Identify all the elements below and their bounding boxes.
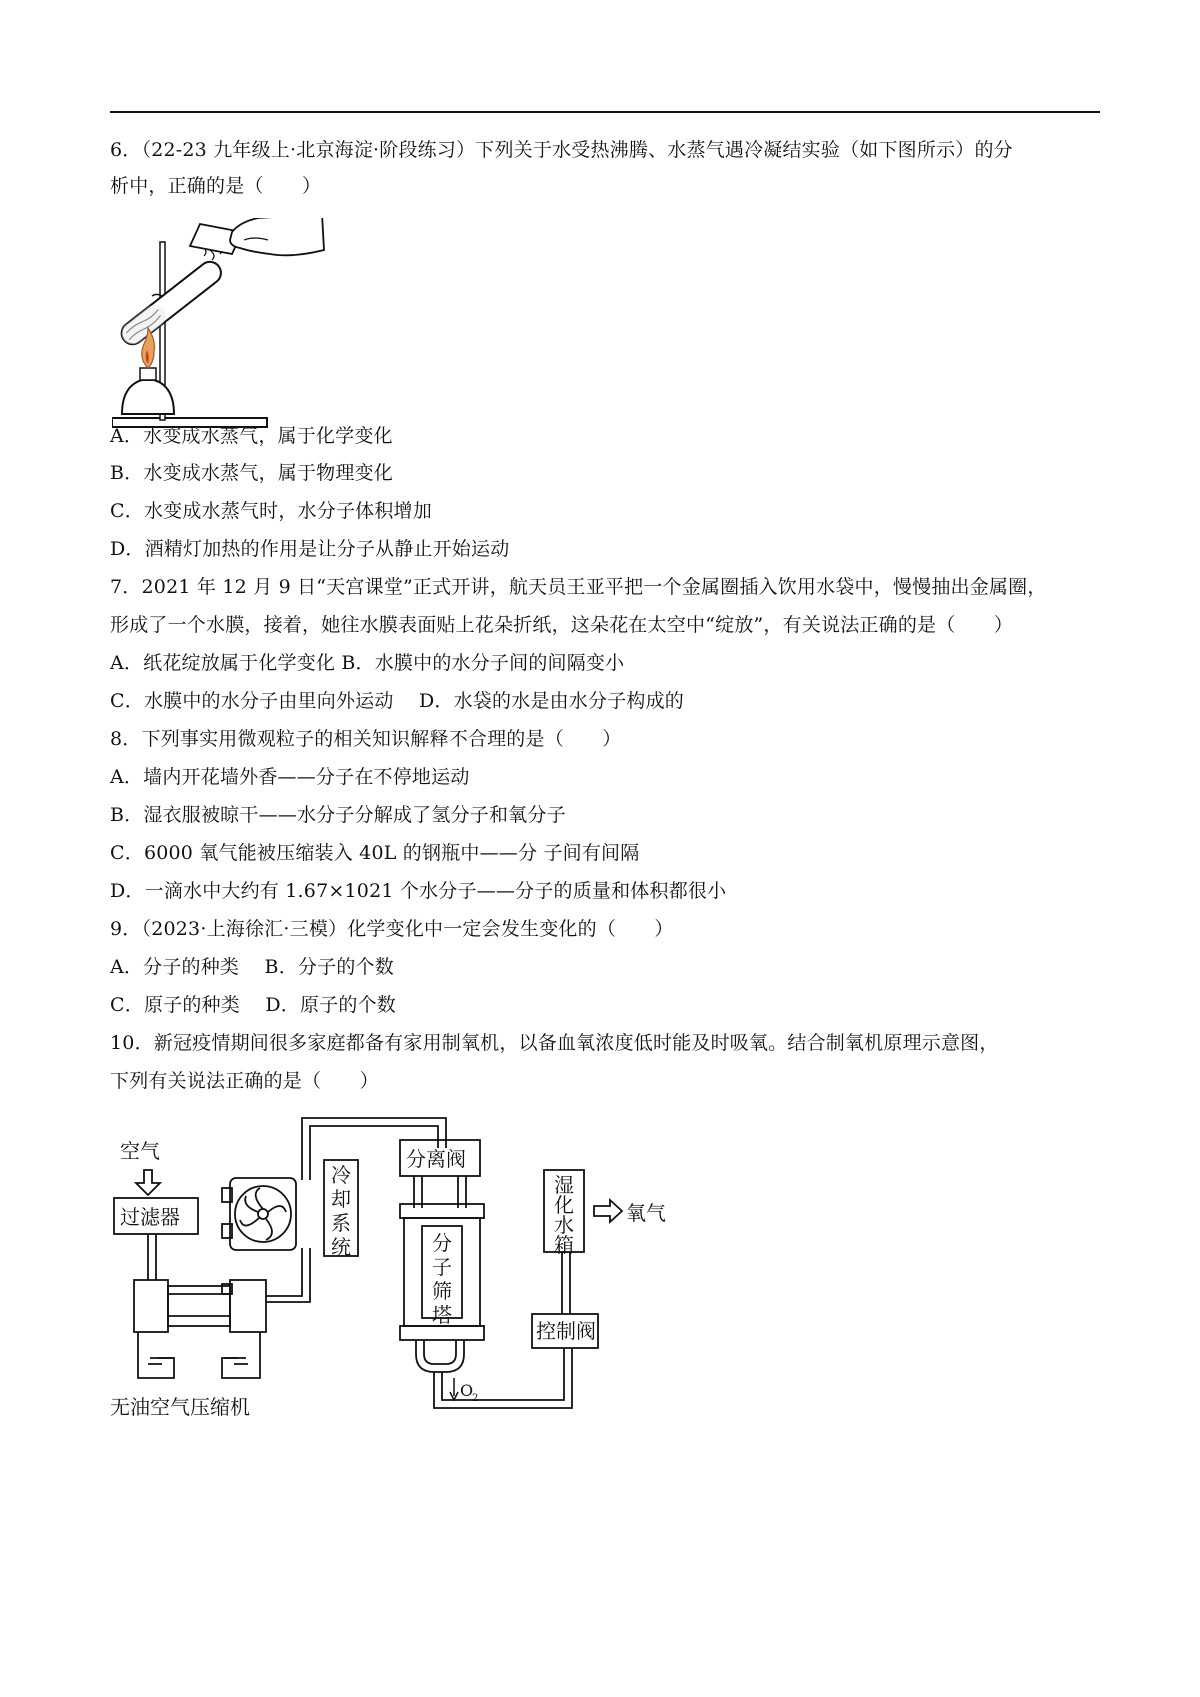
cooling-char-1: 冷 xyxy=(331,1163,351,1187)
cooling-char-4: 统 xyxy=(331,1235,351,1259)
humidifier-char-1: 湿 xyxy=(554,1173,574,1197)
q8-option-c: C．6000 氧气能被压缩装入 40L 的钢瓶中——分 子间有间隔 xyxy=(110,842,640,864)
q7-stem-line2: 形成了一个水膜，接着，她往水膜表面贴上花朵折纸，这朵花在太空中“绽放”，有关说法正确的是（ ） xyxy=(110,614,1014,636)
q8-option-a: A．墙内开花墙外香——分子在不停地运动 xyxy=(110,766,470,788)
q7-options-line1: A．纸花绽放属于化学变化 B．水膜中的水分子间的间隔变小 xyxy=(110,652,625,674)
q8-option-d: D．一滴水中大约有 1.67×1021 个水分子——分子的质量和体积都很小 xyxy=(110,880,727,902)
o2-label: O xyxy=(460,1381,474,1400)
q9-options-line1: A．分子的种类 B．分子的个数 xyxy=(110,956,394,978)
humidifier-char-4: 箱 xyxy=(554,1233,574,1257)
q7-options-line2: C．水膜中的水分子由里向外运动 D．水袋的水是由水分子构成的 xyxy=(110,690,685,712)
q9-stem: 9．（2023·上海徐汇·三模）化学变化中一定会发生变化的（ ） xyxy=(110,918,674,940)
compressor-label: 无油空气压缩机 xyxy=(110,1395,250,1419)
q6-stem-line1: 6．（22-23 九年级上·北京海淀·阶段练习）下列关于水受热沸腾、水蒸气遇冷凝结实验（如下图所示）的分 xyxy=(110,139,1013,161)
q6-stem-line2: 析中，正确的是（ ） xyxy=(110,175,322,197)
q10-stem-line1: 10．新冠疫情期间很多家庭都备有家用制氧机，以备血氧浓度低时能及时吸氧。结合制氧机原理示意图， xyxy=(110,1032,999,1054)
separation-valve-label: 分离阀 xyxy=(406,1147,466,1171)
sieve-tower-char-4: 塔 xyxy=(432,1303,452,1327)
oxygen-concentrator-diagram xyxy=(110,1108,750,1428)
filter-label: 过滤器 xyxy=(120,1205,180,1229)
q6-option-c: C．水变成水蒸气时，水分子体积增加 xyxy=(110,500,432,522)
q8-stem: 8．下列事实用微观粒子的相关知识解释不合理的是（ ） xyxy=(110,728,622,750)
q10-stem-line2: 下列有关说法正确的是（ ） xyxy=(110,1070,379,1092)
sieve-tower-char-1: 分 xyxy=(432,1231,452,1255)
humidifier-char-3: 水 xyxy=(554,1213,574,1237)
o2-subscript: 2 xyxy=(472,1393,479,1404)
sieve-tower-char-2: 子 xyxy=(432,1255,452,1279)
q6-option-d: D．酒精灯加热的作用是让分子从静止开始运动 xyxy=(110,538,510,560)
q9-options-line2: C．原子的种类 D．原子的个数 xyxy=(110,994,397,1016)
boiling-experiment-figure xyxy=(112,218,352,444)
cooling-char-3: 系 xyxy=(331,1211,351,1235)
header-rule xyxy=(110,111,1100,113)
cooling-char-2: 却 xyxy=(331,1187,351,1211)
oxygen-label: 氧气 xyxy=(626,1201,666,1225)
q8-option-b: B．湿衣服被晾干——水分子分解成了氢分子和氧分子 xyxy=(110,804,566,826)
air-label: 空气 xyxy=(120,1139,160,1163)
humidifier-char-2: 化 xyxy=(554,1193,574,1217)
q6-option-a: A．水变成水蒸气，属于化学变化 xyxy=(110,425,393,447)
q7-stem-line1: 7．2021 年 12 月 9 日“天宫课堂”正式开讲，航天员王亚平把一个金属圈插入饮用水袋中，慢慢抽出金属圈， xyxy=(110,576,1047,598)
q6-option-b: B．水变成水蒸气，属于物理变化 xyxy=(110,462,393,484)
sieve-tower-char-3: 筛 xyxy=(432,1279,452,1303)
control-valve-label: 控制阀 xyxy=(536,1319,596,1343)
